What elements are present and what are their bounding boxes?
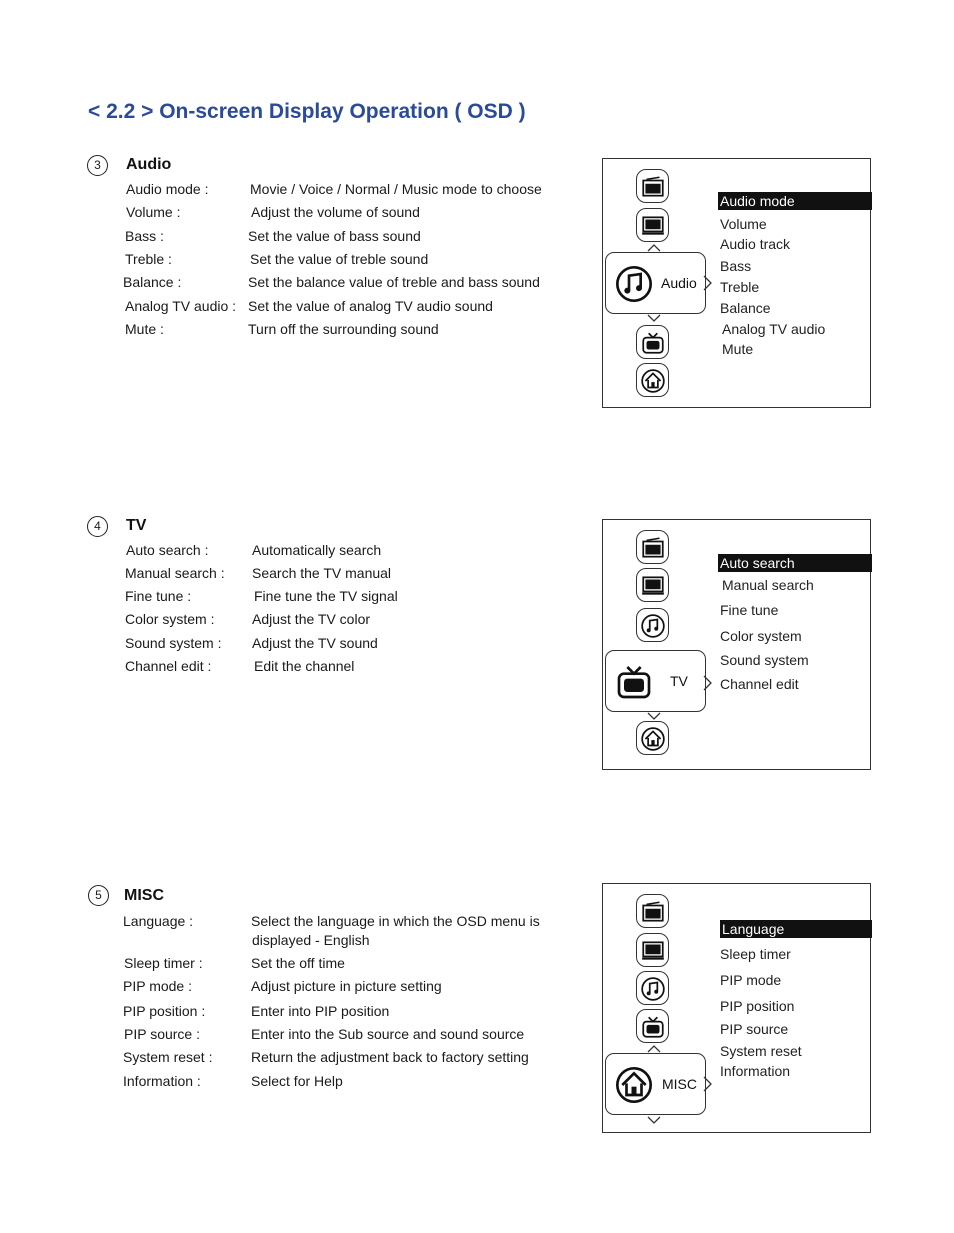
osd-item[interactable]: Color system [720,628,802,644]
row-label: Analog TV audio : [125,298,237,314]
row-label: Fine tune : [125,588,192,604]
row-description: Fine tune the TV signal [254,588,398,604]
row-label: Balance : [123,274,182,290]
page-title: < 2.2 > On-screen Display Operation ( OSD ) [88,100,526,123]
tv-menu-icon[interactable] [636,325,669,359]
monitor-menu-icon[interactable] [636,933,669,967]
osd-item-selected[interactable]: Audio mode [718,192,872,210]
section-number: 3 [87,155,108,176]
section-number: 4 [87,516,108,537]
row-description: Select the language in which the OSD menu is [251,913,540,929]
row-label: System reset : [123,1049,213,1065]
row-description: Select for Help [251,1073,343,1089]
row-label: Mute : [125,321,164,337]
osd-menu-tv [602,519,871,770]
osd-item-selected[interactable]: Auto search [718,554,872,572]
osd-item[interactable]: Bass [720,258,752,274]
row-description-continued: displayed - English [252,932,370,948]
row-description: Search the TV manual [252,565,392,581]
osd-item[interactable]: Treble [720,279,760,295]
row-label: Sound system : [125,635,222,651]
osd-item[interactable]: PIP source [720,1021,789,1037]
row-label: Language : [123,913,194,929]
row-label: Manual search : [125,565,225,581]
active-menu-label: MISC [662,1076,697,1092]
chevron-up-icon [647,244,661,252]
osd-item-selected[interactable]: Language [720,920,872,938]
chevron-down-icon [647,1116,661,1124]
chevron-up-icon [647,1045,661,1053]
audio-menu-icon[interactable] [636,971,669,1005]
osd-item[interactable]: Audio track [720,236,791,252]
active-menu-audio[interactable] [605,252,706,314]
picture-menu-icon[interactable] [636,530,669,564]
row-label: Volume : [126,204,181,220]
active-menu-label: Audio [661,275,697,291]
section-title: Audio [126,156,172,173]
osd-menu-audio [602,158,871,408]
misc-menu-icon[interactable] [636,721,669,755]
row-label: Color system : [125,611,215,627]
row-label: PIP mode : [123,978,193,994]
row-description: Automatically search [252,542,382,558]
row-description: Set the value of treble sound [250,251,429,267]
row-label: Audio mode : [126,181,209,197]
osd-item[interactable]: Channel edit [720,676,799,692]
active-menu-label: TV [670,673,688,689]
row-description: Edit the channel [254,658,355,674]
music-icon [614,264,654,304]
chevron-right-icon [703,1076,713,1092]
row-description: Adjust picture in picture setting [251,978,442,994]
row-description: Enter into PIP position [251,1003,390,1019]
osd-item[interactable]: Sleep timer [720,946,791,962]
row-description: Return the adjustment back to factory setting [251,1049,529,1065]
osd-item[interactable]: PIP position [720,998,795,1014]
row-description: Set the value of bass sound [248,228,421,244]
osd-item[interactable]: Analog TV audio [722,321,826,337]
row-description: Set the off time [251,955,345,971]
misc-menu-icon[interactable] [636,363,669,397]
osd-item[interactable]: Mute [722,341,754,357]
osd-item[interactable]: Balance [720,300,771,316]
chevron-down-icon [647,712,661,720]
row-description: Adjust the TV color [252,611,371,627]
osd-item[interactable]: Information [720,1063,791,1079]
row-label: Information : [123,1073,201,1089]
chevron-right-icon [703,275,713,291]
picture-menu-icon[interactable] [636,894,669,928]
tv-icon [614,662,654,702]
row-description: Turn off the surrounding sound [248,321,439,337]
section-title: TV [126,517,147,534]
section-title: MISC [124,887,164,904]
row-label: Bass : [125,228,164,244]
row-description: Adjust the TV sound [252,635,378,651]
picture-menu-icon[interactable] [636,169,669,203]
osd-item[interactable]: Fine tune [720,602,779,618]
osd-item[interactable]: Sound system [720,652,809,668]
osd-item[interactable]: Volume [720,216,767,232]
section-number: 5 [88,885,109,906]
tv-menu-icon[interactable] [636,1009,669,1043]
row-label: PIP source : [124,1026,201,1042]
osd-menu-misc [602,883,871,1133]
row-label: Auto search : [126,542,209,558]
monitor-menu-icon[interactable] [636,208,669,242]
osd-item[interactable]: Manual search [722,577,814,593]
row-description: Movie / Voice / Normal / Music mode to choose [250,181,542,197]
chevron-right-icon [703,675,713,691]
row-description: Adjust the volume of sound [251,204,420,220]
row-label: Channel edit : [125,658,212,674]
audio-menu-icon[interactable] [636,608,669,642]
osd-item[interactable]: System reset [720,1043,802,1059]
row-description: Set the value of analog TV audio sound [248,298,493,314]
home-icon [614,1065,654,1105]
row-label: PIP position : [123,1003,206,1019]
osd-item[interactable]: PIP mode [720,972,782,988]
chevron-down-icon [647,314,661,322]
row-label: Treble : [125,251,172,267]
row-label: Sleep timer : [124,955,203,971]
monitor-menu-icon[interactable] [636,568,669,602]
row-description: Enter into the Sub source and sound source [251,1026,525,1042]
active-menu-tv[interactable] [605,650,706,712]
row-description: Set the balance value of treble and bass sound [248,274,540,290]
active-menu-misc[interactable] [605,1053,706,1115]
